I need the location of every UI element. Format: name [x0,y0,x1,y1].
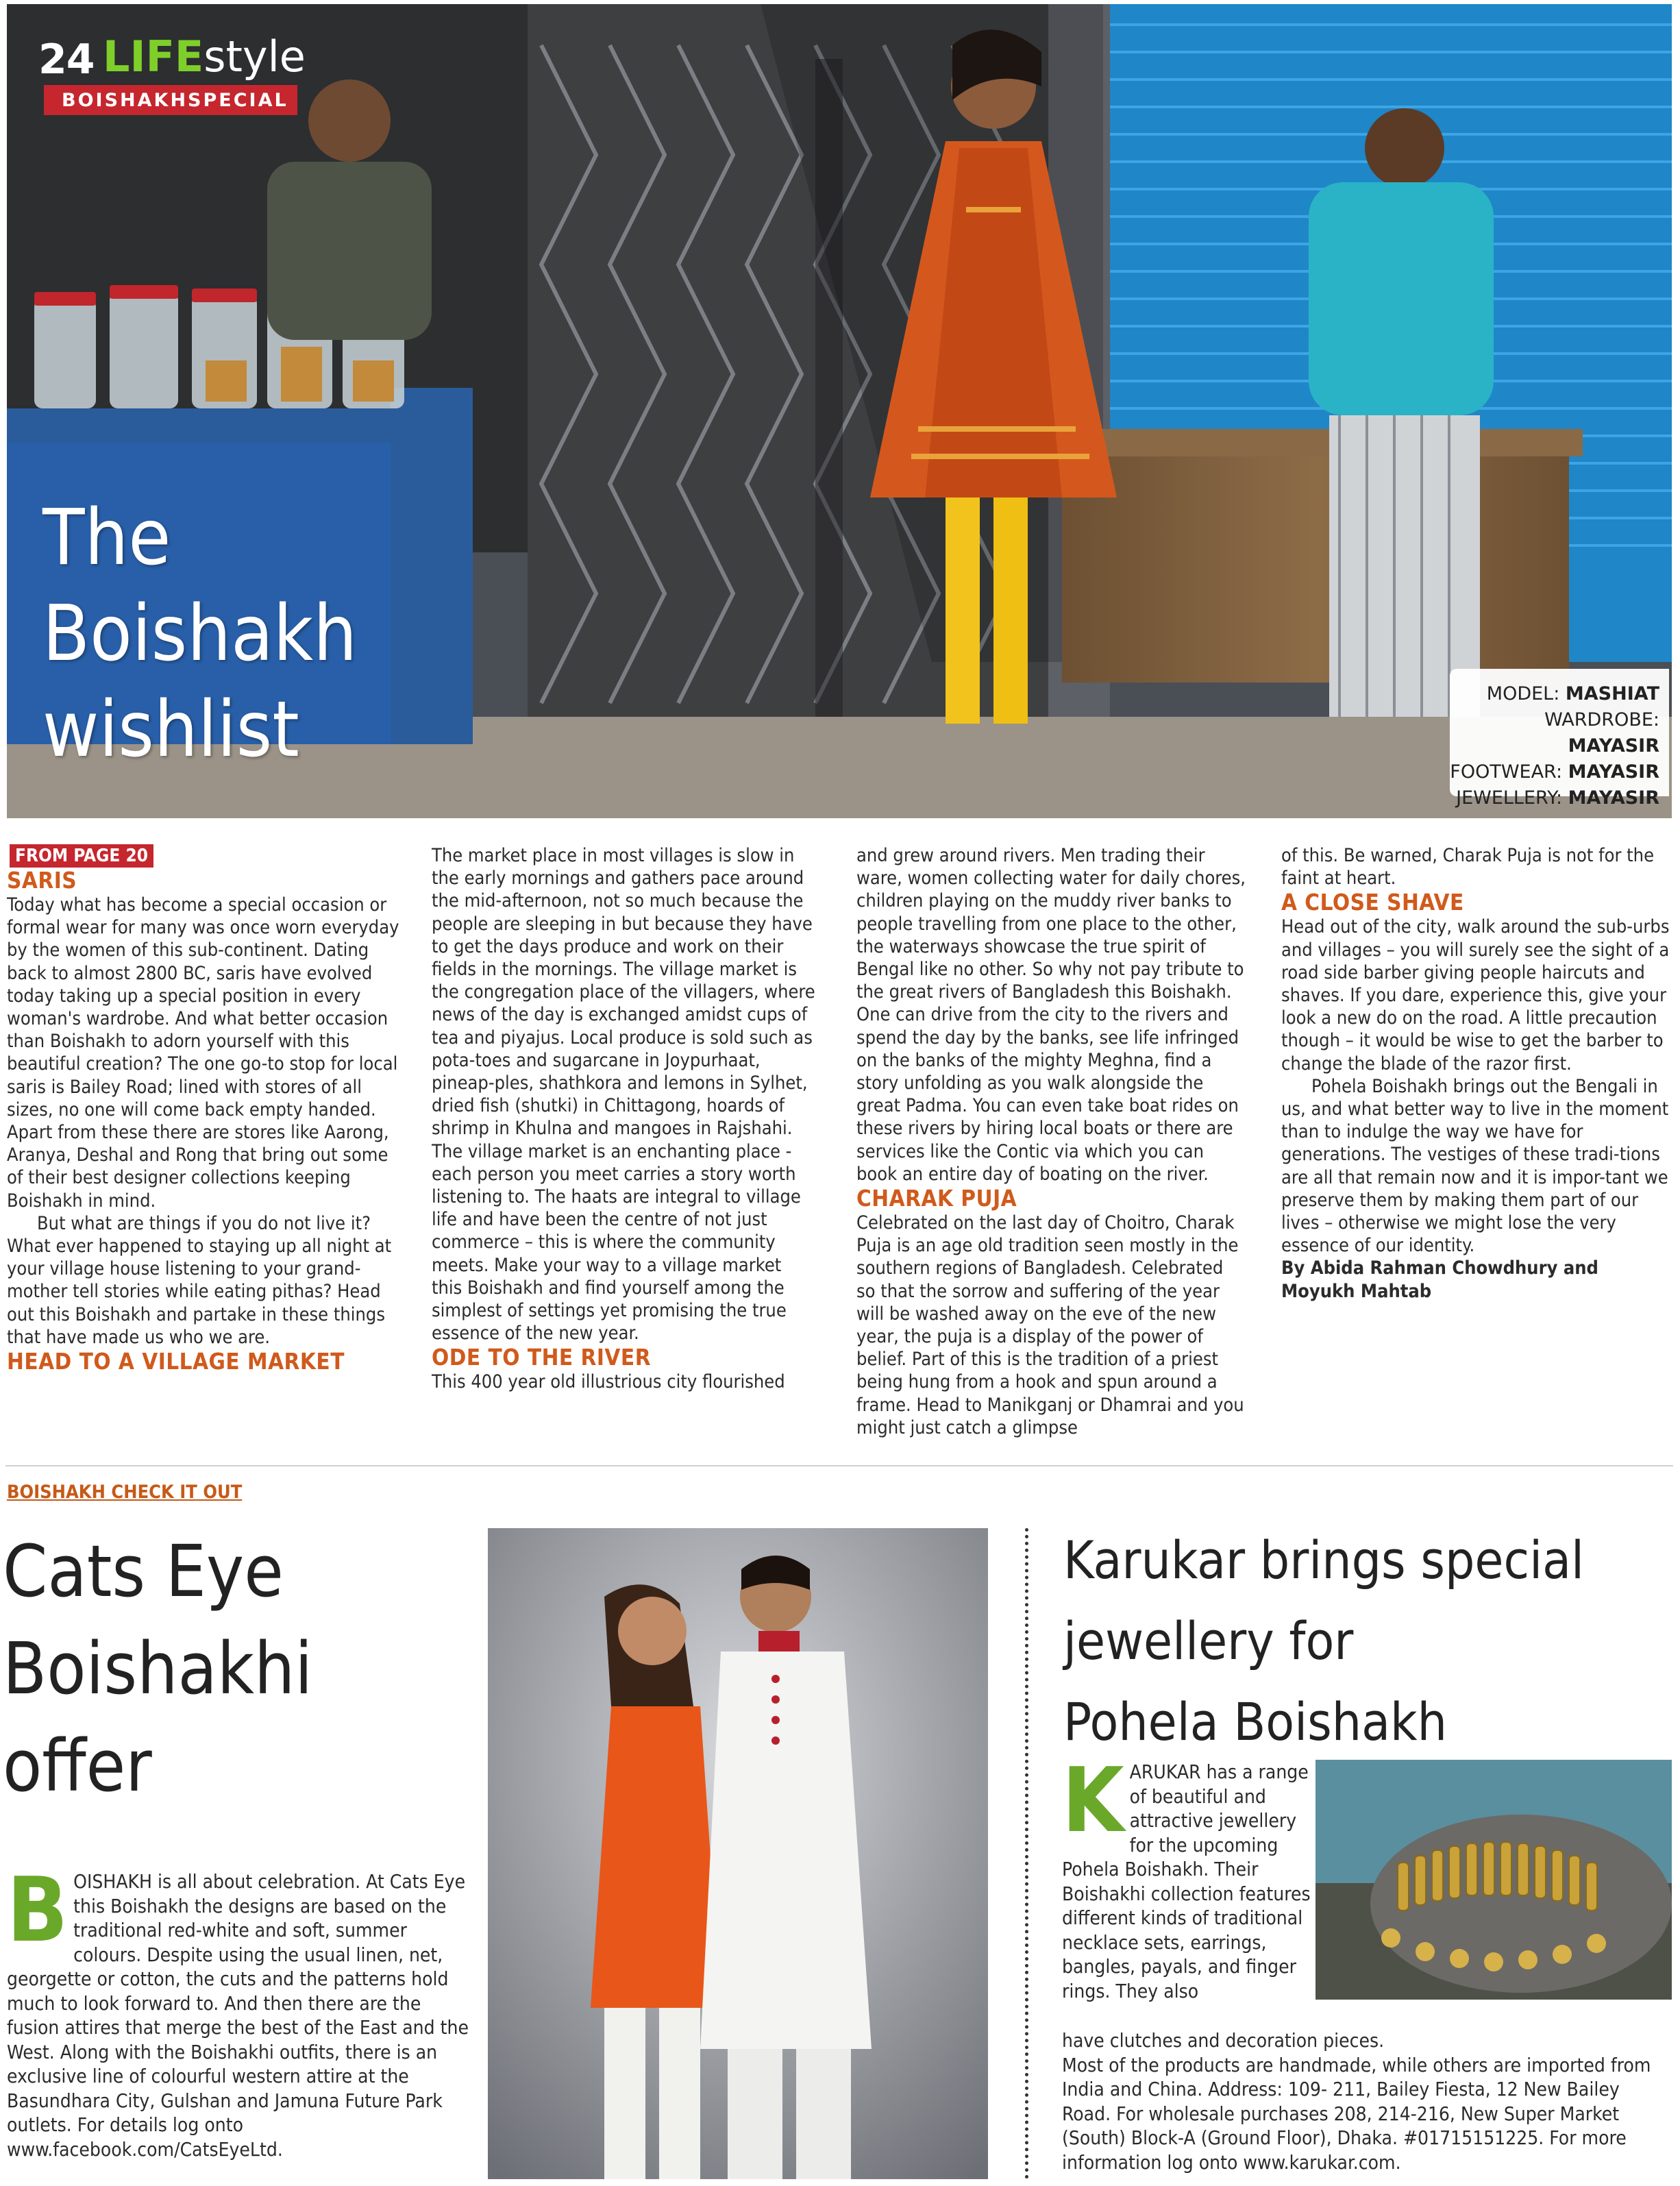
boishakh-special-ribbon [44,85,297,115]
hero-title-line: The [42,493,171,582]
paragraph: But what are things if you do not live it? What ever happened to staying up all night at your village house listening to your grand-mother tell stories while eating pithas? Head out this Boishakh and partake in these things that have made us who we are. [7,1212,392,1348]
subhead-saris: SARIS [7,867,77,894]
article-column-1 [7,844,408,1375]
paragraph: Today what has become a special occasion or formal wear for many was once worn everyday by the women of this sub-continent. Dating back to almost 2800 BC, saris have evolved today taking up a special position in every woman's wardrobe. And what better occasion than Boishakh to adorn yourself with this beautiful creation? The one go-to stop for local saris is Bailey Road; lined with stores of all sizes, no one will come back empty handed. Apart from these there are stores like Aarong, Aranya, Deshal and Rong that bring out some of their best designer collections keeping Boishakh in mind. [7,894,399,1212]
paragraph: Head out of the city, walk around the sub-urbs and villages – you will surely see the sight of a road side barber giving people haircuts and shaves. If you dare, experience this, give your look a new do on the road. A little precaution though – it would be wise to get the barber to change the blade of the razor first. [1281,916,1670,1074]
paragraph: Celebrated on the last day of Choitro, Charak Puja is an age old tradition seen mostly in the southern regions of Bangladesh. Celebrated so that the sorrow and suffering of the year will be washed away on the eve of the new year, the puja is a display of the power of belief. Part of this is the tradition of a priest being hung from a hook and spun around a frame. Head to Manikganj or Dhamrai and you might just catch a glimpse [856,1212,1244,1438]
brand-style: style [203,32,306,82]
hero-title-line: wishlist [42,685,299,774]
article-column-4 [1281,844,1675,1303]
hero-title [42,490,426,778]
necklace-illustration [1315,1760,1672,2000]
ribbon-right: SPECIAL [188,89,288,111]
article-column-3 [856,844,1247,1439]
credit-row: MODEL: MASHIAT [1486,683,1659,704]
paragraph: This 400 year old illustrious city flourished [432,1371,785,1393]
subhead-river: ODE TO THE RIVER [432,1344,652,1371]
ribbon-left: BOISHAKH [62,89,188,111]
karukar-title: Karukar brings special jewellery for Pohela Boishakh [1063,1530,1584,1752]
karukar-body: have clutches and decoration pieces. Most of the products are handmade, while others are imported from India and China. Address: 109- 211, Bailey Fiesta, 12 New Bailey Road. For wholesale purchases 208, 214-216, New Super Market (South) Block-A (Ground Floor), Dhaka. #01715151225. For more information log onto www.karukar.com. [1062,2029,1651,2174]
couple-illustration [488,1528,988,2179]
hero-title-line: Boishakh [42,589,358,678]
section-divider [5,1465,1673,1466]
page-number: 24 [38,36,95,84]
brand-life: LIFE [103,32,204,82]
jewellery-photo [1315,1760,1672,2000]
paragraph: and grew around rivers. Men trading their ware, women collecting water for daily chores, children playing on the muddy river banks to people travelling from one place to the other, the waterways showcase the true spirit of Bengal like no other. So why not pay tribute to the great rivers of Bangladesh this Boishakh. One can drive from the city to the rivers and spend the day by the banks, see life infringed on the banks of the mighty Meghna, find a story unfolding as you walk alongside the great Padma. You can even take boat rides on these rivers by hiring local boats or there are services like the Contic via which you can book an entire day of boating on the river. [856,845,1246,1185]
paragraph: of this. Be warned, Charak Puja is not for the faint at heart. [1281,845,1655,889]
from-page-kicker: FROM PAGE 20 [10,844,153,868]
paragraph: The market place in most villages is slow in the early mornings and gathers pace around the mid-afternoon, not so much because the people are sleeping in but because they have to get the days produce and work on their fields in the mornings. The village market is the congregation place of the villagers, where news of the day is exchanged amidst cups of tea and piyajus. Local produce is sold such as pota-toes and sugarcane in Joypurhaat, pineap-ples, shathkora and lemons in Sylhet, dried fish (shutki) in Chittagong, hoards of shrimp in Khulna and mangoes in Rajshahi. The village market is an enchanting place - each person you meet carries a story worth listening to. The haats are integral to village life and have been the centre of not just commerce – this is where the community meets. Make your way to a village market this Boishakh and find yourself among the simplest of settings yet promising the true essence of the new year. [432,845,815,1344]
fashion-couple-photo [488,1528,988,2179]
subhead-close-shave: A CLOSE SHAVE [1281,889,1464,916]
credit-row: WARDROBE: MAYASIR [1544,709,1659,757]
credit-row: FOOTWEAR: MAYASIR [1450,761,1659,783]
article-column-2 [432,844,815,1394]
subhead-charak-puja: CHARAK PUJA [856,1185,1017,1212]
paragraph: Pohela Boishakh brings out the Bengali in us, and what better way to live in the moment than to indulge the way we have for generations. The vestiges of these tradi-tions are all that remain now and it is impor-tant we preserve them by making them part of our lives – otherwise we might lose the very essence of our identity. [1281,1075,1669,1257]
photo-credits [1450,669,1669,809]
column-dotted-divider [1025,1528,1028,2179]
cats-eye-body: BOISHAKH is all about celebration. At Cats Eye this Boishakh the designs are based on the traditional red-white and soft, summer colours. Despite using the usual linen, net, georgette or cotton, the cuts and the patterns hold much to look forward to. And then there are the fusion attires that merge the best of the East and the West. Along with the Boishakhi outfits, there is an exclusive line of colourful western attire at the Basundhara City, Gulshan and Jamuna Future Park outlets. For details log onto www.facebook.com/CatsEyeLtd. [7,1858,469,2161]
dropcap: B [7,1858,69,1962]
cats-eye-title: Cats Eye Boishakhi offer [3,1530,313,1808]
subhead-village-market: HEAD TO A VILLAGE MARKET [7,1348,345,1375]
credit-row: JEWELLERY: MAYASIR [1456,787,1659,809]
byline: By Abida Rahman Chowdhury and Moyukh Mahtab [1281,1257,1598,1302]
check-it-out-label: BOISHAKH CHECK IT OUT [7,1482,243,1503]
section-brand [103,32,306,82]
dropcap: K [1062,1748,1124,1852]
karukar-intro: KARUKAR has a range of beautiful and attractive jewellery for the upcoming Pohela Boishakh. Their Boishakhi collection features different kinds of traditional necklace sets, earrings, bangles, payals, and finger rings. They also [1062,1748,1311,2002]
